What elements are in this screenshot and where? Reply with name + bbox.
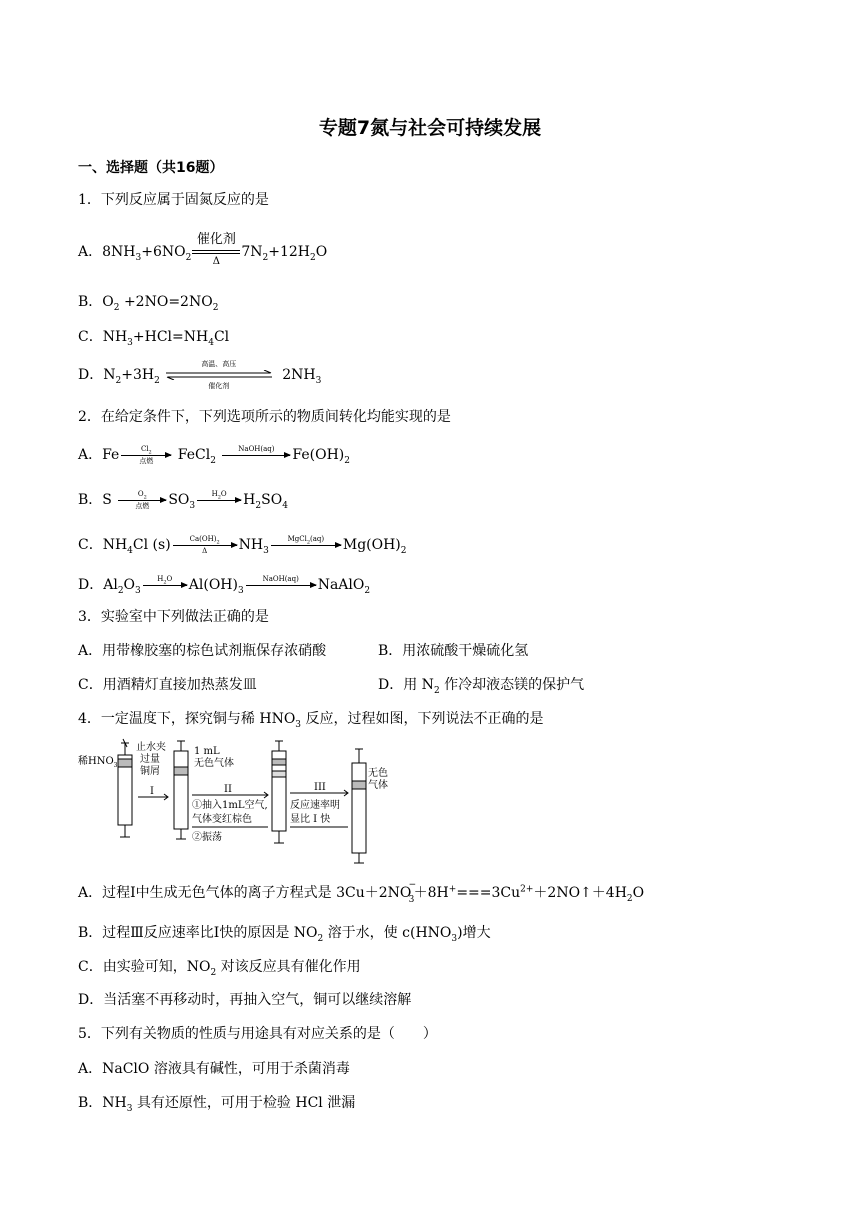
question-4-option-a[interactable]: A．过程Ⅰ中生成无色气体的离子方程式是 3Cu＋2NO − 3 $+8H^+===3Cu^{2+}+2NO↑+4H_2O$ xyxy=(78,880,645,905)
q2-c-arrow-2: MgCl$_2$(aq) xyxy=(271,544,341,546)
q2-d-arrow-1: $H_2O$ xyxy=(143,584,187,586)
figure-label-step-2: II xyxy=(224,784,232,795)
question-1-option-d[interactable]: D．$N_2+3H_2$ 高温、高压 催化剂 $2NH_3$ xyxy=(78,360,322,390)
question-1-option-b[interactable]: B．$O_2 +2NO=2NO_2$ xyxy=(78,294,219,313)
q1-a-left: 8NH xyxy=(102,244,136,260)
figure-label-colorless-gas: 无色气体 xyxy=(194,758,234,769)
figure-label-excess: 过量 xyxy=(140,754,160,765)
figure-note-1: ①抽入1mL空气, xyxy=(192,800,268,811)
question-3-stem: 3．实验室中下列做法正确的是 xyxy=(78,609,269,625)
q1-a-cond-top: 催化剂 xyxy=(196,232,236,247)
figure-note-2: 气体变红棕色 xyxy=(192,814,252,825)
question-5-option-a[interactable]: A．NaClO 溶液具有碱性，可用于杀菌消毒 xyxy=(78,1061,350,1077)
q2-a-arrow-1: $Cl_2$ 点燃 xyxy=(121,454,171,456)
experiment-figure xyxy=(78,737,418,871)
question-2-stem: 2．在给定条件下，下列选项所示的物质间转化均能实现的是 xyxy=(78,409,451,425)
figure-label-1ml: 1 mL xyxy=(194,746,220,757)
question-2-option-b[interactable]: B．S $O_2$ 点燃 $SO_3$ $H_2O$ $H_2SO_4$ xyxy=(78,490,288,511)
figure-label-dilute-hno3: 稀$HNO_3$ xyxy=(78,756,118,769)
q1-b-text: B．O xyxy=(78,294,114,310)
question-1-option-a[interactable]: A．$8NH_3+6NO_2$ 催化剂 Δ $7N_2+12H_2O$ xyxy=(78,232,328,267)
question-4-stem: 4．一定温度下，探究铜与稀 $HNO_3$ 反应，过程如图，下列说法不正确的是 xyxy=(78,711,544,730)
question-4-option-b[interactable]: B．过程Ⅲ反应速率比Ⅰ快的原因是 $NO_2$ 溶于水，使 $c(HNO_3)$增大 xyxy=(78,925,491,944)
question-5-option-b[interactable]: B．$NH_3$ 具有还原性，可用于检验 HCl 泄漏 xyxy=(78,1095,356,1114)
figure-label-step-3: III xyxy=(314,782,326,793)
figure-note-3: ②振荡 xyxy=(192,832,222,843)
figure-rate-2: 显比 I 快 xyxy=(290,814,331,825)
q1-d-label: D．N xyxy=(78,367,116,383)
figure-rate-1: 反应速率明 xyxy=(290,800,340,811)
figure-label-colorless-right-1: 无色 xyxy=(368,768,388,779)
question-3-option-c[interactable]: C．用酒精灯直接加热蒸发皿 xyxy=(78,677,257,693)
question-2-option-d[interactable]: D．$Al_2O_3$ $H_2O$ $Al(OH)_3$ NaOH(aq) NaAlO$_2$ xyxy=(78,575,371,596)
question-4-option-c[interactable]: C．由实验可知，$NO_2$ 对该反应具有催化作用 xyxy=(78,959,361,978)
q1-c-text: C．NH xyxy=(78,329,128,345)
q2-b-arrow-2: $H_2O$ xyxy=(197,499,241,501)
question-4-option-d[interactable]: D．当活塞不再移动时，再抽入空气，铜可以继续溶解 xyxy=(78,992,412,1008)
page-title: 专题7氮与社会可持续发展 xyxy=(318,117,542,139)
figure-label-copper: 铜屑 xyxy=(140,766,160,777)
figure-label-step-1: I xyxy=(150,786,154,797)
q1-a-label: A． xyxy=(78,244,103,260)
q1-d-cond-top: 高温、高压 xyxy=(201,360,237,368)
question-1-stem: 1．下列反应属于固氮反应的是 xyxy=(78,192,269,208)
section-heading: 一、选择题（共16题） xyxy=(78,160,224,176)
q1-a-cond-bot: Δ xyxy=(212,256,220,267)
q2-a-arrow-2: NaOH(aq) xyxy=(222,454,290,456)
question-2-option-a[interactable]: A．Fe $Cl_2$ 点燃 FeCl$_2$ NaOH(aq) $Fe(OH)_2$ xyxy=(78,445,350,466)
q1-a-equals-sign xyxy=(192,232,240,267)
figure-label-clamp: 止水夹 xyxy=(136,742,166,753)
question-3-option-a[interactable]: A．用带橡胶塞的棕色试剂瓶保存浓硝酸 xyxy=(78,643,327,659)
q1-d-reversible-arrow xyxy=(164,360,274,390)
q2-d-arrow-2: NaOH(aq) xyxy=(246,584,316,586)
question-3-option-b[interactable]: B．用浓硫酸干燥硫化氢 xyxy=(378,643,529,659)
question-2-option-c[interactable]: C．$NH_4Cl$ (s) $\frac{Ca(OH)_2}{\Delta}$ $NH_3$ MgCl$_2$(aq) $Mg(OH)_2$ xyxy=(78,535,407,556)
question-5-stem: 5．下列有关物质的性质与用途具有对应关系的是（ ） xyxy=(78,1026,437,1042)
q1-d-cond-bot: 催化剂 xyxy=(208,382,230,390)
figure-label-colorless-right-2: 气体 xyxy=(368,780,388,791)
q2-c-arrow-1: $\frac{Ca(OH)_2}{\Delta}$ xyxy=(173,544,237,546)
question-1-option-c[interactable]: C．$NH_3+HCl=NH_4Cl$ xyxy=(78,329,230,348)
question-3-option-d[interactable]: D．用 $N_2$ 作冷却液态镁的保护气 xyxy=(378,677,585,696)
q2-b-arrow-1: $O_2$ 点燃 xyxy=(118,499,166,501)
